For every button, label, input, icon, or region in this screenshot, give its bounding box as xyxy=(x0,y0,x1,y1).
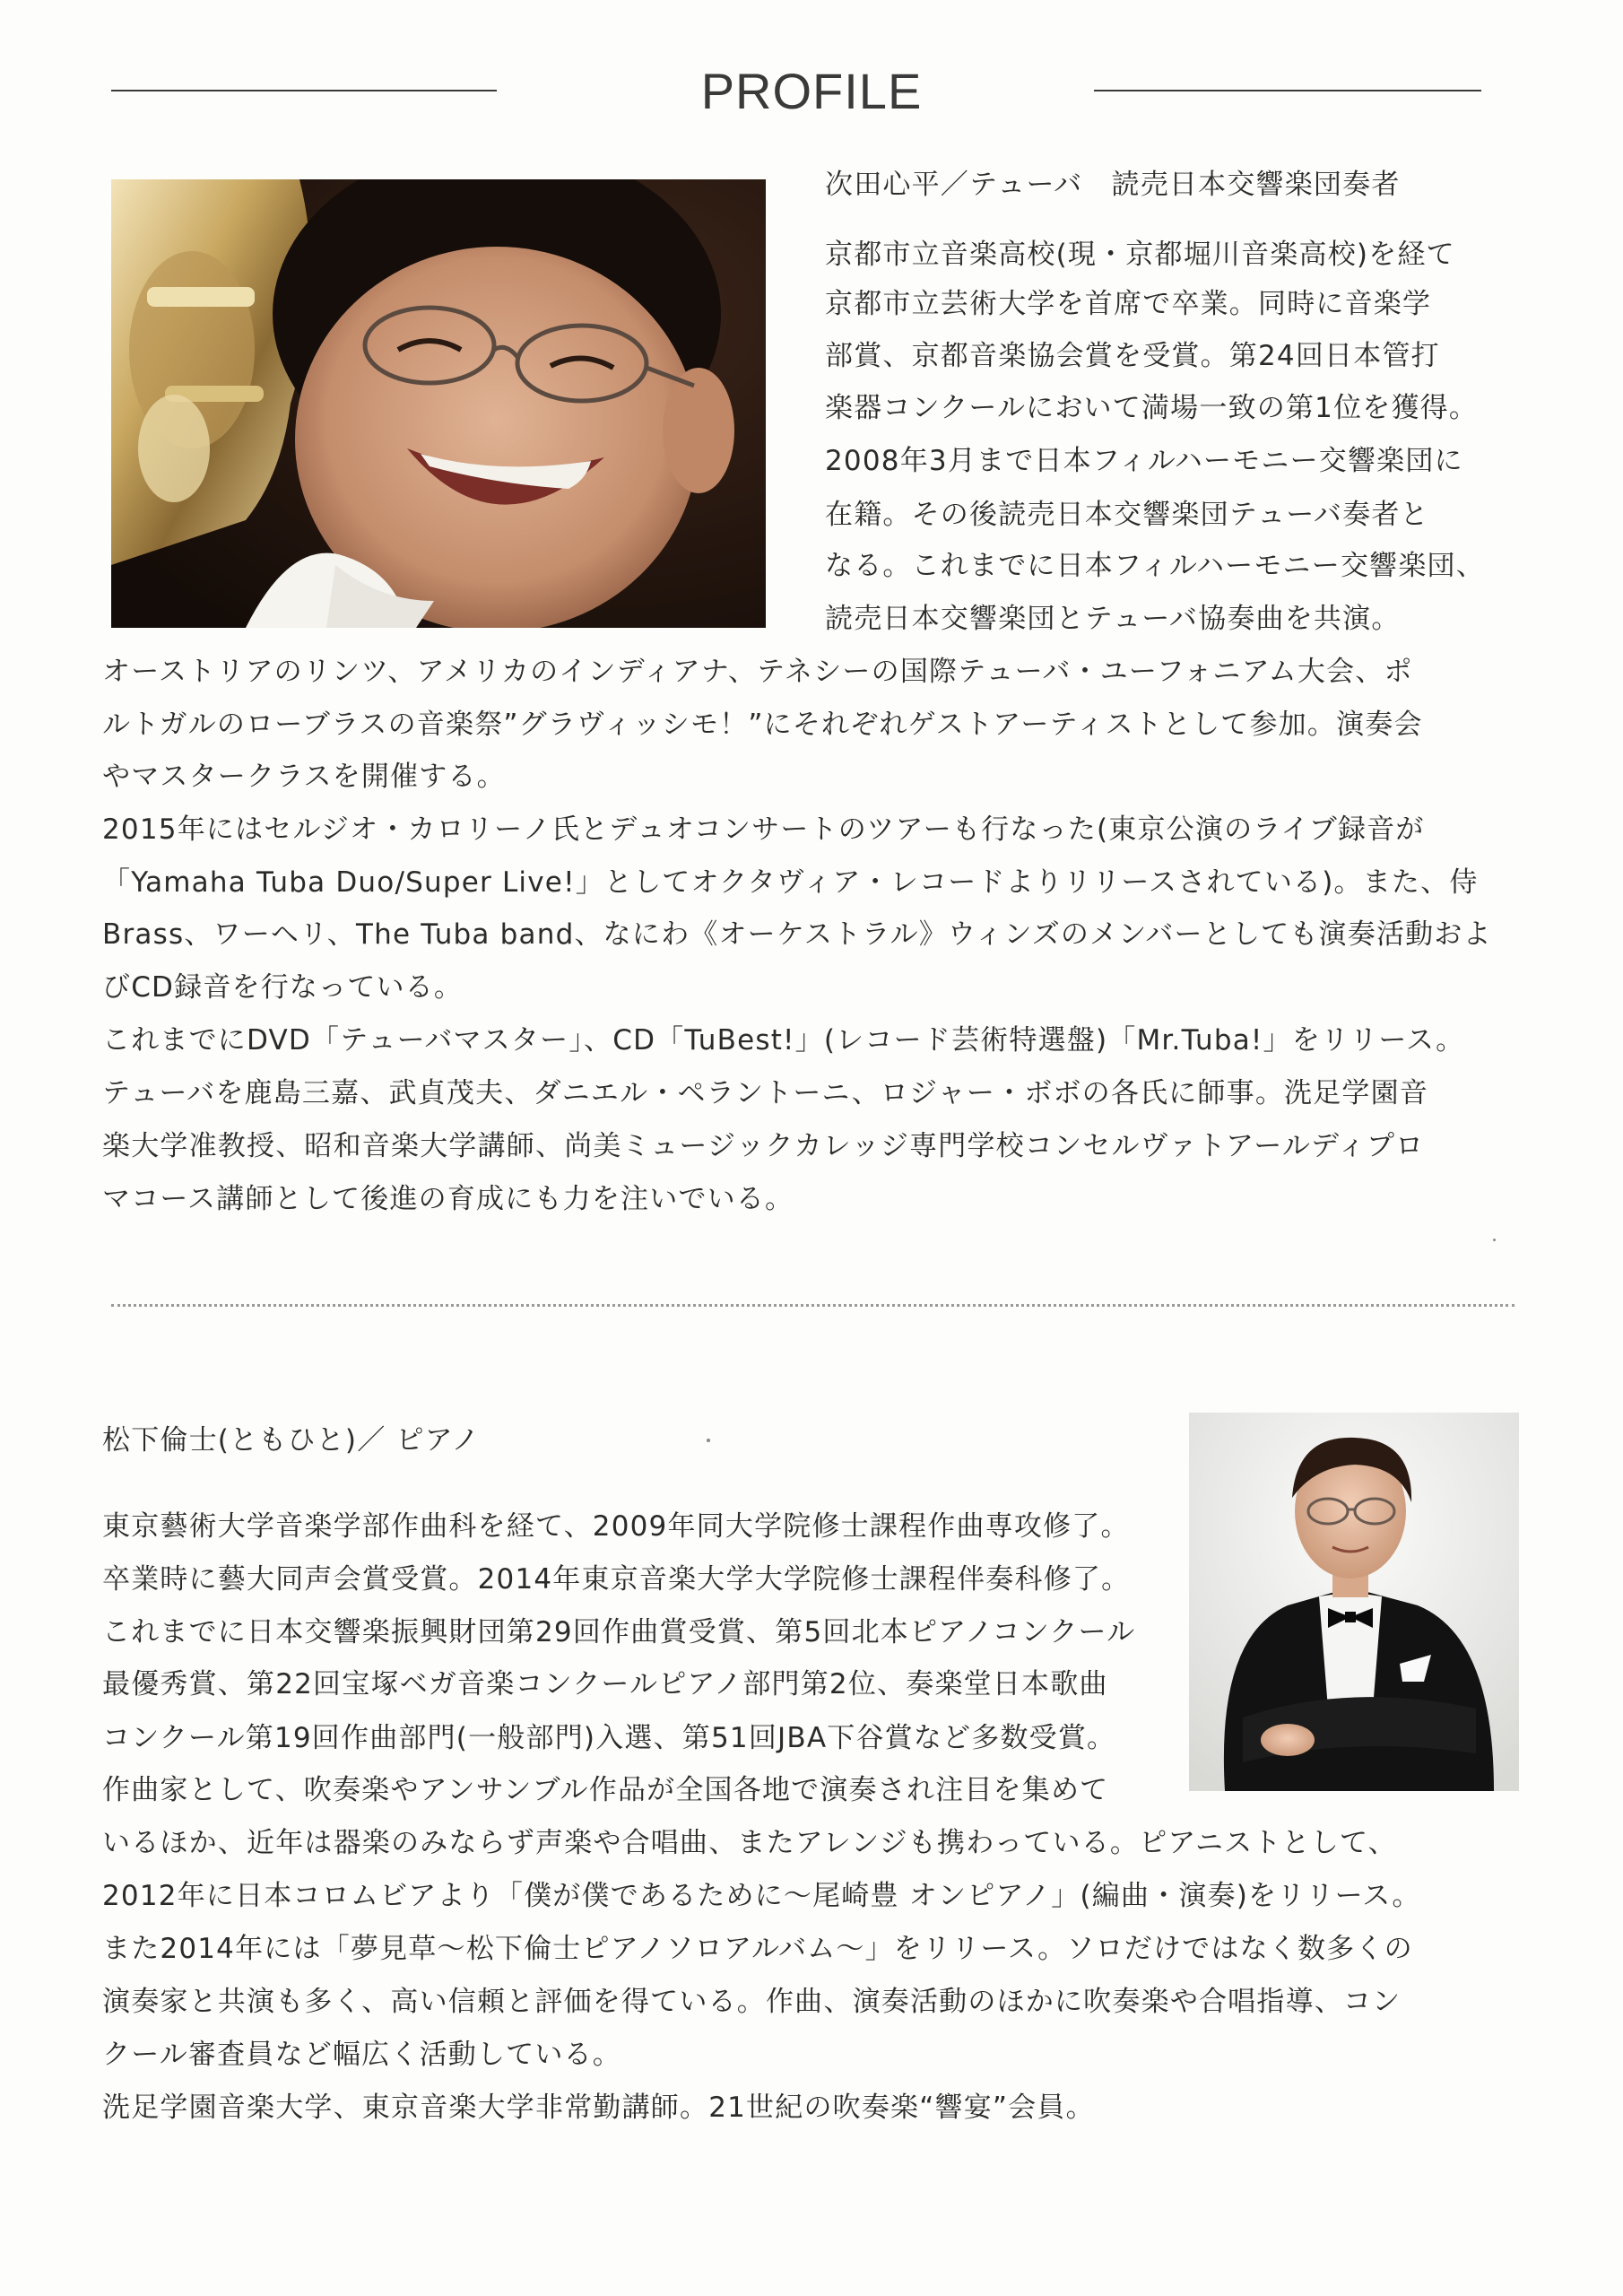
profile1-line: 2008年3月まで日本フィルハーモニー交響楽団に xyxy=(825,445,1463,477)
header-rule-right xyxy=(1094,90,1481,91)
profile1-line: なる。これまでに日本フィルハーモニー交響楽団、 xyxy=(825,550,1485,582)
profile1-line: 在籍。その後読売日本交響楽団テューバ奏者と xyxy=(825,499,1429,531)
profile2-line: いるほか、近年は器楽のみならず声楽や合唱曲、またアレンジも携わっている。ピアニストとして、 xyxy=(102,1827,1397,1859)
profile1-line: 楽器コンクールにおいて満場一致の第1位を獲得。 xyxy=(825,392,1479,424)
profile2-line: 作曲家として、吹奏楽やアンサンブル作品が全国各地で演奏され注目を集めて xyxy=(102,1774,1109,1806)
profile1-line: テューバを鹿島三嘉、武貞茂夫、ダニエル・ペラントーニ、ロジャー・ボボの各氏に師事。洗足学園音 xyxy=(102,1077,1429,1109)
profile2-line: 洗足学園音楽大学、東京音楽大学非常勤講師。21世紀の吹奏楽“響宴”会員。 xyxy=(102,2092,1095,2124)
profile1-line: 京都市立芸術大学を首席で卒業。同時に音楽学 xyxy=(825,288,1432,320)
profile1-line: 読売日本交響楽団とテューバ協奏曲を共演。 xyxy=(825,603,1401,635)
profile2-line: コンクール第19回作曲部門(一般部門)入選、第51回JBA下谷賞など多数受賞。 xyxy=(102,1722,1116,1754)
profile1-line: やマスタークラスを開催する。 xyxy=(102,761,506,793)
profile2-line: これまでに日本交響楽振興財団第29回作曲賞受賞、第5回北本ピアノコンクール xyxy=(102,1616,1136,1648)
profile1-name: 次田心平／テューバ 読売日本交響楽団奏者 xyxy=(825,169,1401,201)
profile2-line: 最優秀賞、第22回宝塚ベガ音楽コンクールピアノ部門第2位、奏楽堂日本歌曲 xyxy=(102,1668,1108,1700)
pianist-photo xyxy=(1189,1413,1519,1791)
profile1-line: Brass、ワーヘリ、The Tuba band、なにわ《オーケストラル》ウィンズのメンバーとしても演奏活動およ xyxy=(102,918,1492,951)
profile2-line: クール審査員など幅広く活動している。 xyxy=(102,2039,621,2071)
profile1-line: これまでにDVD「テューバマスター」、CD「TuBest!」(レコード芸術特選盤)「Mr.Tuba!」をリリース。 xyxy=(102,1024,1465,1057)
page-title: PROFILE xyxy=(700,63,923,119)
section-divider xyxy=(111,1304,1515,1307)
scan-speck xyxy=(1493,1239,1496,1241)
tuba-player-photo xyxy=(111,179,766,628)
profile1-line: 楽大学准教授、昭和音楽大学講師、尚美ミュージックカレッジ専門学校コンセルヴァトアールディプロ xyxy=(102,1130,1425,1162)
profile1-line: マコース講師として後進の育成にも力を注いでいる。 xyxy=(102,1183,794,1215)
profile1-line: 京都市立音楽高校(現・京都堀川音楽高校)を経て xyxy=(825,239,1455,271)
profile2-line: 2012年に日本コロムビアより「僕が僕であるために～尾崎豊 オンピアノ」(編曲・演奏)をリリース。 xyxy=(102,1880,1421,1912)
profile1-line: 2015年にはセルジオ・カロリーノ氏とデュオコンサートのツアーも行なった(東京公演のライブ録音が xyxy=(102,813,1425,846)
profile1-line: 部賞、京都音楽協会賞を受賞。第24回日本管打 xyxy=(825,340,1440,372)
profile2-line: 東京藝術大学音楽学部作曲科を経て、2009年同大学院修士課程作曲専攻修了。 xyxy=(102,1510,1130,1543)
header-rule-left xyxy=(111,90,497,91)
profile1-line: ルトガルのローブラスの音楽祭”グラヴィッシモ！”にそれぞれゲストアーティストとして参加。演奏会 xyxy=(102,709,1423,741)
profile1-line: 「Yamaha Tuba Duo/Super Live!」としてオクタヴィア・レコードよりリリースされている)。また、侍 xyxy=(102,866,1479,899)
profile2-line: 演奏家と共演も多く、高い信頼と評価を得ている。作曲、演奏活動のほかに吹奏楽や合唱指導、コン xyxy=(102,1986,1402,2018)
scan-speck xyxy=(707,1439,710,1442)
profile1-line: オーストリアのリンツ、アメリカのインディアナ、テネシーの国際テューバ・ユーフォニアム大会、ポ xyxy=(102,656,1413,688)
profile2-line: また2014年には「夢見草～松下倫士ピアノソロアルバム～」をリリース。ソロだけではなく数多くの xyxy=(102,1933,1413,1965)
profile2-name: 松下倫士(ともひと)／ ピアノ xyxy=(102,1424,481,1457)
profile2-line: 卒業時に藝大同声会賞受賞。2014年東京音楽大学大学院修士課程伴奏科修了。 xyxy=(102,1563,1131,1596)
profile1-line: びCD録音を行なっている。 xyxy=(102,971,464,1004)
